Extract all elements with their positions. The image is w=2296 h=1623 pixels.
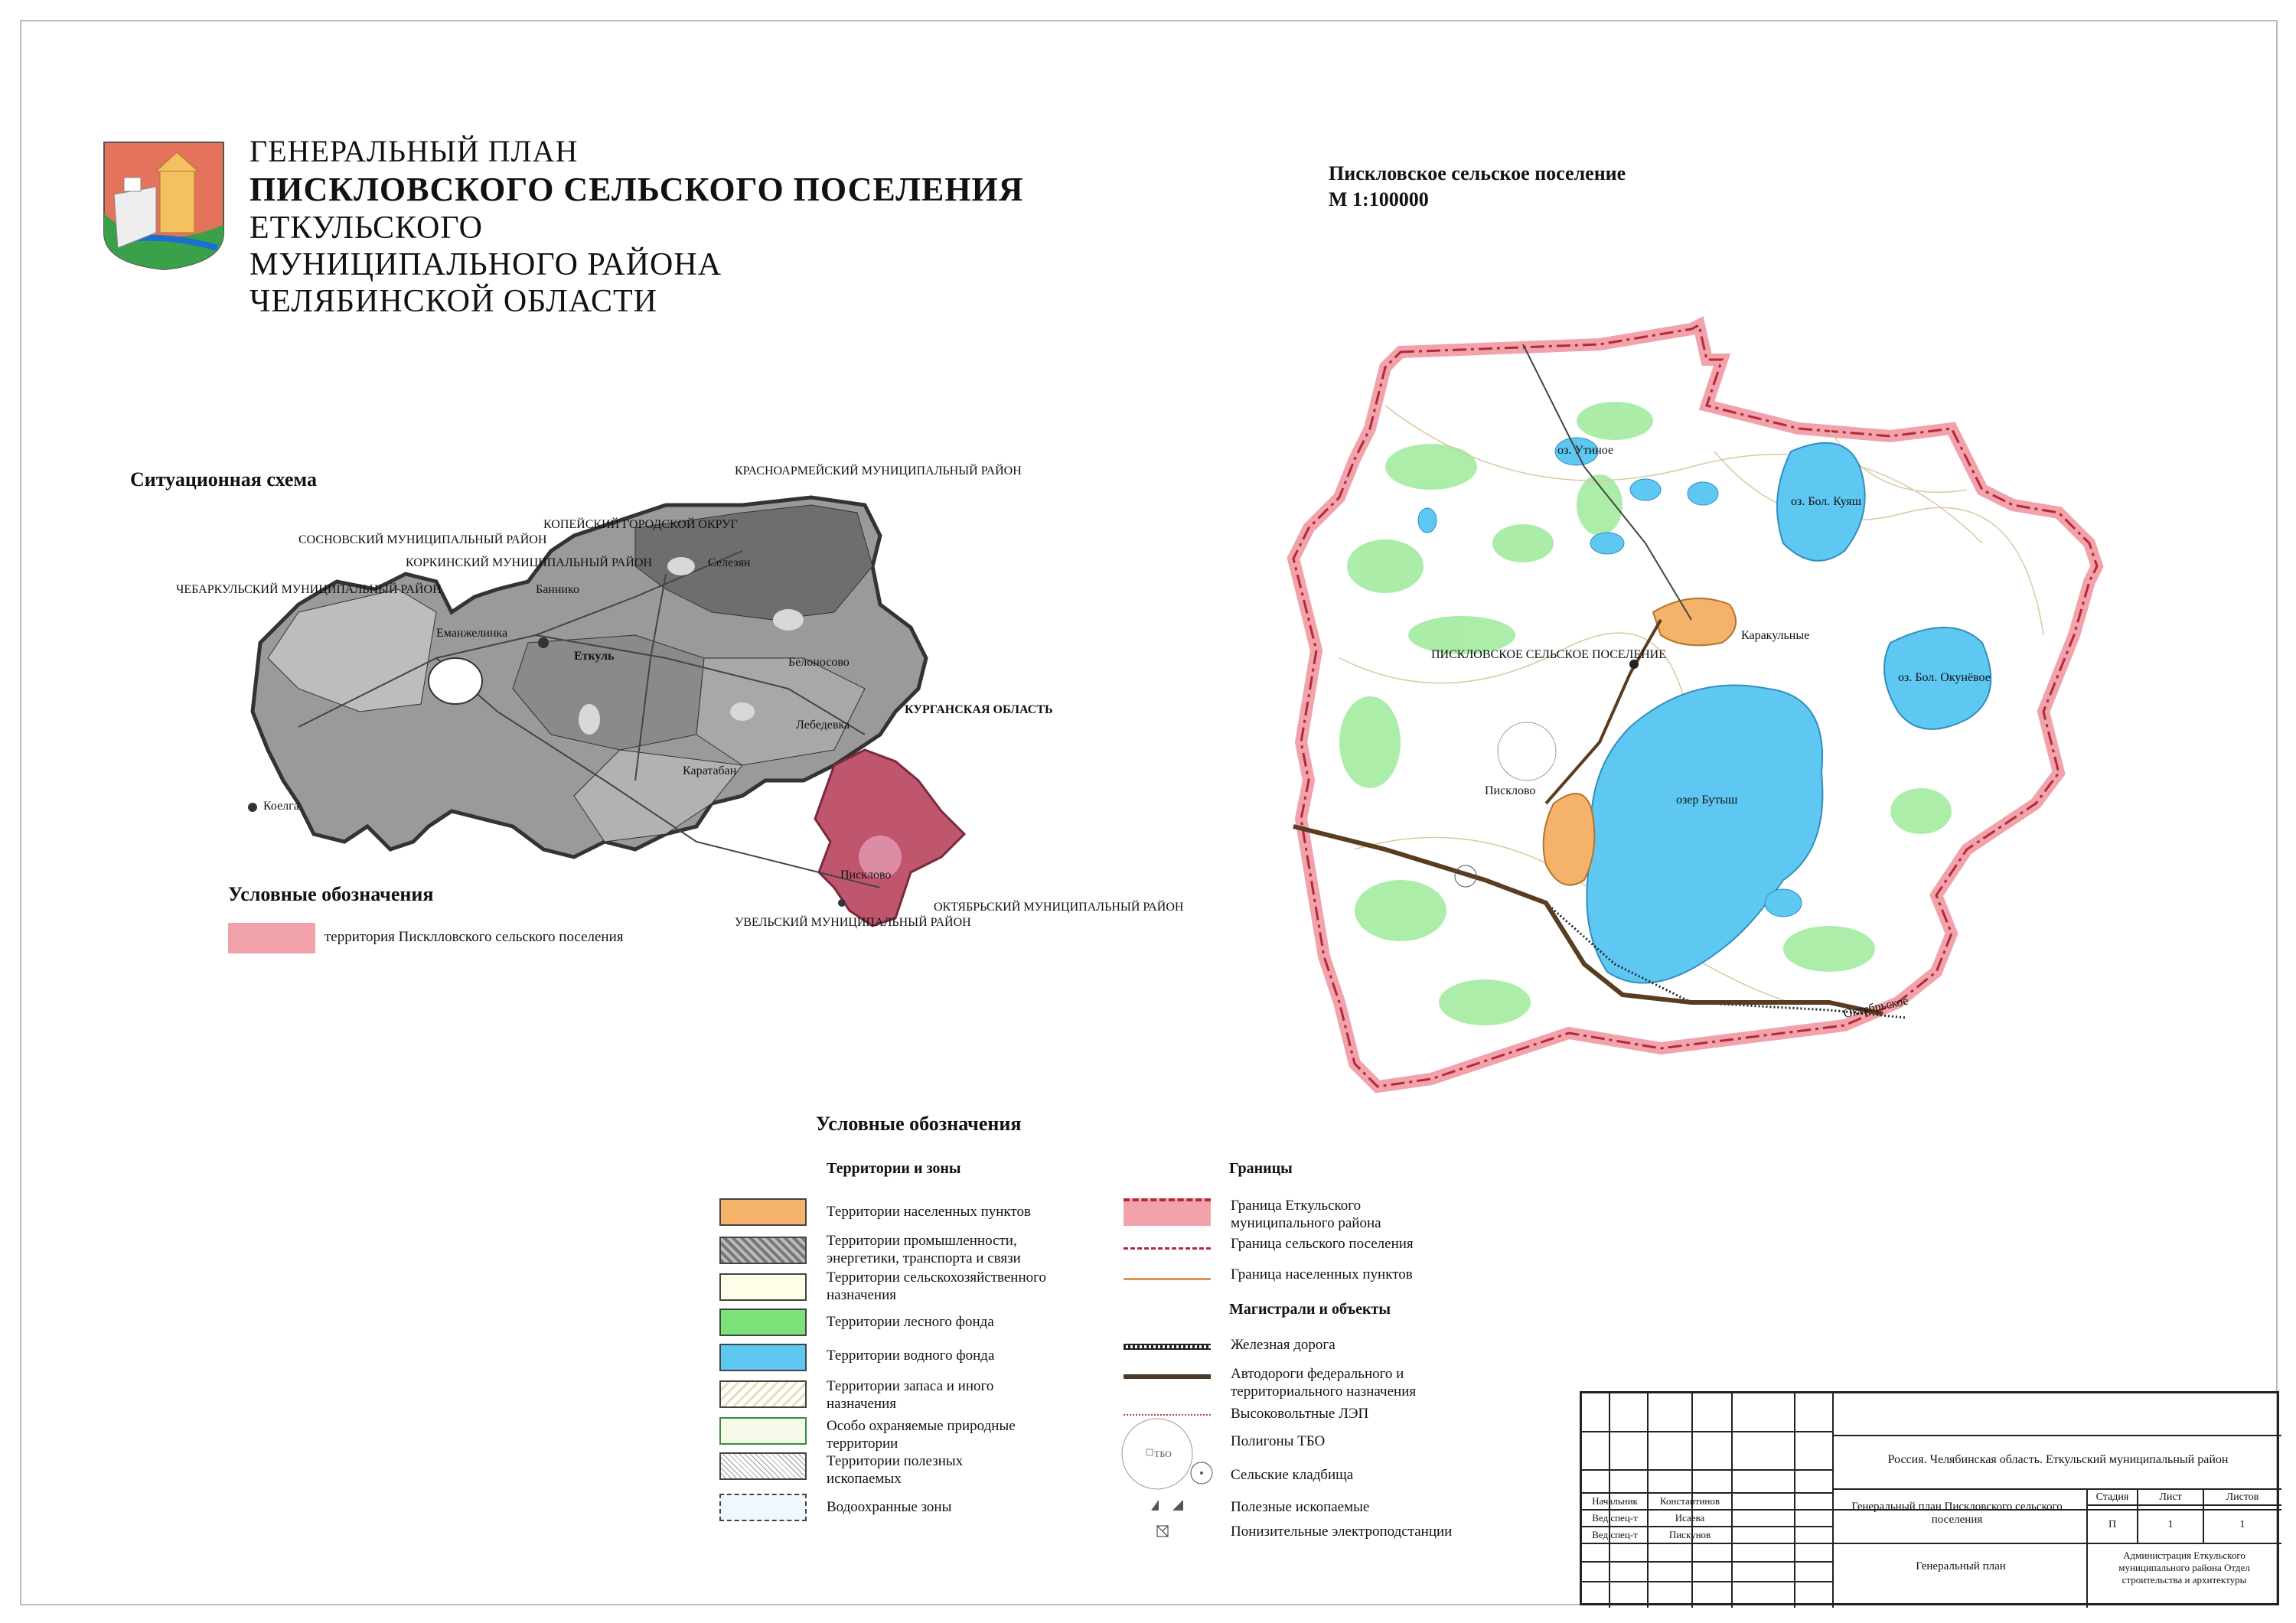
legend-title: Условные обозначения bbox=[816, 1113, 1022, 1135]
legend-main-substation: Понизительные электроподстанции bbox=[1231, 1524, 1453, 1540]
stamp-stage-h: Стадия bbox=[2095, 1491, 2129, 1503]
label-piskl: Писклово bbox=[840, 869, 892, 882]
swatch-water bbox=[719, 1344, 807, 1371]
label-uvelsk: УВЕЛЬСКИЙ МУНИЦИПАЛЬНЫЙ РАЙОН bbox=[735, 916, 971, 929]
legend-main-minerals: Полезные ископаемые bbox=[1231, 1499, 1370, 1515]
label-oktyabr: ОКТЯБРЬСКИЙ МУНИЦИПАЛЬНЫЙ РАЙОН bbox=[934, 901, 1184, 914]
legend-border-village: Граница населенных пунктов bbox=[1231, 1266, 1413, 1282]
line-railway bbox=[1124, 1344, 1211, 1350]
label-sosnov: СОСНОВСКИЙ МУНИЦИПАЛЬНЫЙ РАЙОН bbox=[298, 533, 547, 546]
swatch-forest bbox=[719, 1309, 807, 1336]
stamp-stage-v: П bbox=[2108, 1519, 2117, 1530]
label-bannikovo: Баннико bbox=[536, 583, 579, 596]
coat-of-arms-icon bbox=[103, 141, 225, 271]
lake-main-label: озер Бутыш bbox=[1676, 794, 1738, 807]
tbo-label: ТБО bbox=[1154, 1449, 1172, 1459]
stamp-sheet-h: Лист bbox=[2159, 1491, 2182, 1503]
stamp-bottom-left: Генеральный план bbox=[1916, 1560, 2006, 1572]
pisklovo-settlement bbox=[1544, 794, 1595, 885]
header-line1: ГЕНЕРАЛЬНЫЙ ПЛАН bbox=[249, 134, 579, 168]
swatch-industry bbox=[719, 1237, 807, 1264]
label-chebark: ЧЕБАРКУЛЬСКИЙ МУНИЦИПАЛЬНЫЙ РАЙОН bbox=[176, 583, 442, 596]
mains-title: Магистрали и объекты bbox=[1229, 1301, 1391, 1318]
legend-item-forest: Территории лесного фонда bbox=[827, 1314, 994, 1330]
stamp-sheet-v: 1 bbox=[2167, 1519, 2174, 1530]
header-line4: МУНИЦИПАЛЬНОГО РАЙОНА bbox=[249, 247, 722, 282]
swatch-reserve bbox=[719, 1380, 807, 1408]
legend-border-district: Граница Еткульского муниципального района bbox=[1231, 1198, 1381, 1231]
stamp-plan-title: Генеральный план Пискловского сельского поселения bbox=[1851, 1501, 2063, 1526]
label-karatabany: Каратабан bbox=[683, 764, 737, 777]
label-koelga: Коелга bbox=[263, 800, 299, 813]
stamp-name3: Пискунов bbox=[1668, 1529, 1711, 1540]
legend-main-road: Автодороги федерального и территориального назначения bbox=[1231, 1366, 1417, 1400]
header-line5: ЧЕЛЯБИНСКОЙ ОБЛАСТИ bbox=[249, 284, 657, 319]
legend-item-settlements: Территории населенных пунктов bbox=[827, 1204, 1031, 1220]
lake-e-label: оз. Бол. Окунёвое bbox=[1898, 671, 1991, 684]
main-map bbox=[1293, 314, 2120, 1110]
legend-item-industry: Территории промышленности, энергетики, транспорта и связи bbox=[827, 1233, 1021, 1266]
tbo-icon bbox=[1113, 1416, 1212, 1492]
label-etkul: Еткуль bbox=[574, 650, 615, 663]
line-village-border bbox=[1124, 1278, 1211, 1280]
main-map-title: Пискловское сельское поселение bbox=[1329, 162, 1626, 184]
stamp-bottom-right: Администрация Еткульского муниципального района Отдел строительства и архитектуры bbox=[2118, 1550, 2250, 1586]
territories-title: Территории и зоны bbox=[827, 1160, 961, 1177]
legend-main-power: Высоковольтные ЛЭП bbox=[1231, 1406, 1369, 1422]
minerals-icon bbox=[1148, 1498, 1194, 1514]
road-to-label: Октябрьское bbox=[1842, 994, 1910, 1021]
label-lebedevka: Лебедевка bbox=[796, 719, 850, 732]
stamp-role2: Вед.спец-т bbox=[1592, 1512, 1638, 1524]
legend-item-agri: Территории сельскохозяйственного назначения bbox=[827, 1269, 1046, 1303]
title-block bbox=[1580, 1391, 2279, 1605]
situation-legend-label: территория Писклловского сельского поселения bbox=[325, 929, 624, 945]
swatch-district-border bbox=[1124, 1198, 1211, 1226]
label-emanzh: Еманжелинка bbox=[436, 627, 508, 640]
legend-border-settlement: Граница сельского поселения bbox=[1231, 1236, 1414, 1252]
lake-ne-label: оз. Бол. Куяш bbox=[1791, 495, 1862, 508]
lake-nw-label: оз. Утиное bbox=[1557, 444, 1614, 457]
substation-icon bbox=[1156, 1524, 1171, 1540]
swatch-agri bbox=[719, 1273, 807, 1301]
stamp-role1: Начальник bbox=[1592, 1495, 1638, 1507]
swatch-minerals bbox=[719, 1452, 807, 1480]
stamp-name1: Константинов bbox=[1659, 1495, 1720, 1507]
header-line3: ЕТКУЛЬСКОГО bbox=[249, 210, 483, 246]
label-kurgan: КУРГАНСКАЯ ОБЛАСТЬ bbox=[905, 703, 1053, 716]
legend-main-tbo: Полигоны ТБО bbox=[1231, 1433, 1326, 1449]
north-settlement bbox=[1653, 598, 1736, 645]
situation-title: Ситуационная схема bbox=[130, 468, 317, 490]
village-label: Писклово bbox=[1485, 784, 1536, 797]
main-settlement-label: ПИСКЛОВСКОЕ СЕЛЬСКОЕ ПОСЕЛЕНИЕ bbox=[1431, 648, 1666, 661]
legend-item-water: Территории водного фонда bbox=[827, 1348, 995, 1364]
legend-item-protected: Особо охраняемые природные территории bbox=[827, 1418, 1016, 1452]
main-map-scale: М 1:100000 bbox=[1329, 188, 1429, 210]
legend-item-waterzone: Водоохранные зоны bbox=[827, 1499, 952, 1515]
stamp-sheets-v: 1 bbox=[2239, 1519, 2245, 1530]
situation-legend-swatch bbox=[228, 923, 315, 953]
label-kopeisk: КОПЕЙСКИЙ ГОРОДСКОЙ ОКРУГ bbox=[543, 518, 738, 531]
legend-main-rail: Железная дорога bbox=[1231, 1337, 1336, 1353]
stamp-org: Россия. Челябинская область. Еткульский муниципальный район bbox=[1887, 1453, 2229, 1466]
situation-legend-title: Условные обозначения bbox=[228, 883, 434, 905]
line-settlement-border bbox=[1124, 1247, 1211, 1250]
label-selezyan: Селезян bbox=[708, 556, 751, 569]
swatch-protected bbox=[719, 1417, 807, 1445]
swatch-waterzone bbox=[719, 1494, 807, 1521]
legend-item-reserve: Территории запаса и иного назначения bbox=[827, 1378, 994, 1412]
situation-map bbox=[176, 459, 1184, 949]
label-korkin: КОРКИНСКИЙ МУНИЦИПАЛЬНЫЙ РАЙОН bbox=[406, 556, 653, 569]
header-line2: ПИСКЛОВСКОГО СЕЛЬСКОГО ПОСЕЛЕНИЯ bbox=[249, 171, 1024, 208]
legend-item-minerals: Территории полезных ископаемых bbox=[827, 1453, 964, 1487]
stamp-name2: Исаева bbox=[1675, 1512, 1705, 1524]
line-road bbox=[1124, 1374, 1211, 1379]
lake-main bbox=[1587, 686, 1822, 983]
label-belonosovo: Белоносово bbox=[788, 656, 850, 669]
stamp-role3: Вед.спец-т bbox=[1592, 1529, 1638, 1540]
legend-main-cemetery: Сельские кладбища bbox=[1231, 1467, 1354, 1483]
borders-title: Границы bbox=[1229, 1160, 1293, 1177]
stamp-sheets-h: Листов bbox=[2226, 1491, 2259, 1503]
swatch-settlements bbox=[719, 1198, 807, 1226]
label-krasnoarm: КРАСНОАРМЕЙСКИЙ МУНИЦИПАЛЬНЫЙ РАЙОН bbox=[735, 464, 1022, 477]
north-village-label: Каракульные bbox=[1741, 629, 1810, 642]
